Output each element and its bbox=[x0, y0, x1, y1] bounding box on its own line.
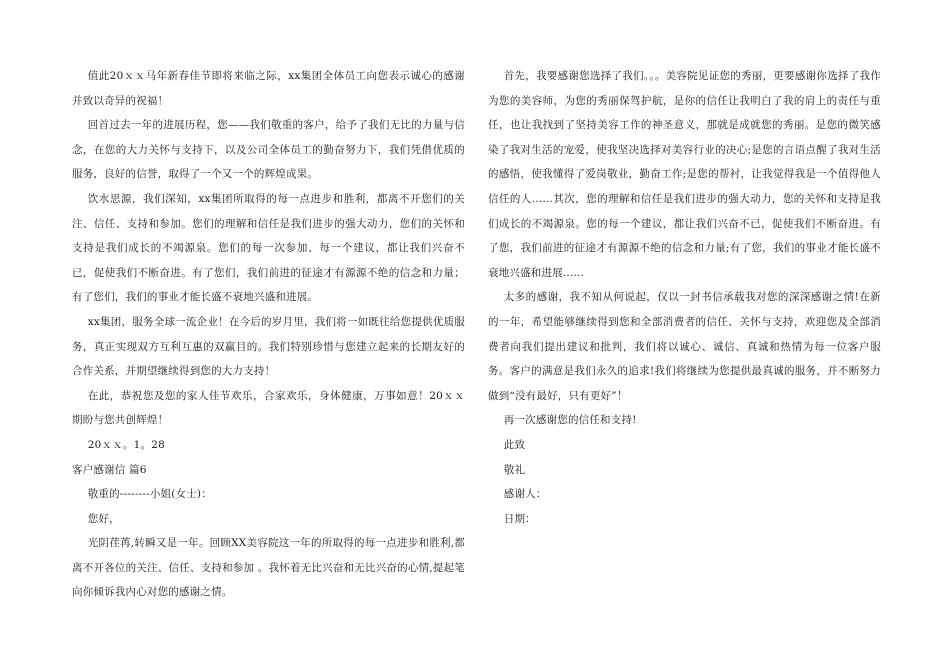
letter-greeting: 您好， bbox=[87, 512, 120, 525]
paragraph-gratitude: 饮水思源，我们深知，xx集团所取得的每一点进步和胜利，都离不开您们的关注、信任、支持和参加。您们的理解和信任是我们进步的强大动力，您们的关怀和支持是我们成长的不竭源泉。您们的每一次参加、每一个建议，都让我们兴奋不已，促使我们不断奋进。有了您们，我们前进的征途才有源源不绝的信念和力量；有了您们，我们的事业才能长盛不衰地兴盛和进展。 bbox=[72, 192, 465, 304]
paragraph-service: xx集团，服务全球一流企业！在今后的岁月里，我们将一如既往给您提供优质服务，真正实现双方互利互惠的双赢目的。我们特别珍惜与您建立起来的长期友好的合作关系，并期望继续得到您的大力支持！ bbox=[72, 315, 465, 378]
paragraph-review: 回首过去一年的进展历程，您——我们敬重的客户，给予了我们无比的力量与信念，在您的大力关怀与支持下，以及公司全体员工的勤奋努力下，我们凭借优质的服务，良好的信誉，取得了一个又一个的辉煌成果。 bbox=[72, 119, 465, 181]
right-column bbox=[488, 64, 881, 531]
paragraph-thanks-again: 再一次感谢您的信任和支持! bbox=[503, 414, 637, 427]
paragraph-intro: 光阴荏苒,转瞬又是一年。回顾XX美容院这一年的所取得的每一点进步和胜利,都离不开各位的关注、信任、支持和参加 。我怀着无比兴奋和无比兴奋的心情,提起笔向你倾诉我内心对您的感谢之情。 bbox=[72, 537, 465, 599]
section-heading: 客户感谢信 篇6 bbox=[72, 463, 147, 476]
paragraph-thanks-first: 首先，我要感谢您选择了我们。。。美容院见证您的秀丽，更要感谢你选择了我作为您的美容师，为您的秀丽保驾护航，是你的信任让我明白了我的肩上的责任与重任，也让我找到了坚持美容工作的神圣意义，那就是成就您的秀丽。是您的微笑感染了我对生活的宠爱，使我坚决选择对美容行业的决心;是您的言语点醒了我对生活的感悟，使我懂得了爱岗敬业，勤奋工作;是您的帮衬，让我觉得我是一个值得他人信任的人……其次，您的理解和信任是我们进步的强大动力，您的关怀和支持是我们成长的不竭源泉。您的每一个建议，都让我们兴奋不已，促使我们不断奋进。有了您，我们前进的征途才有源源不绝的信念和力量;有了您，我们的事业才能长盛不衰地兴盛和进展...... bbox=[488, 70, 881, 279]
paragraph-greeting-festival: 值此20ｘｘ马年新春佳节即将来临之际，xx集团全体员工向您表示诚心的感谢并致以奇异的祝福！ bbox=[72, 70, 465, 107]
left-column bbox=[72, 64, 465, 605]
paragraph-wishes: 在此，恭祝您及您的家人佳节欢乐，合家欢乐，身体健康，万事如意！20ｘｘ期盼与您共创辉煌！ bbox=[72, 389, 465, 427]
signature-thanker: 感谢人： bbox=[503, 488, 547, 501]
letter-date: 20ｘｘ。1。28 bbox=[87, 438, 165, 451]
paragraph-thanks-more: 太多的感谢，我不知从何说起，仅以一封书信承载我对您的深深感谢之情!在新的一年，希望能够继续得到您和全部消费者的信任、关怀与支持，欢迎您及全部消费者向我们提出建议和批判，我们将以诚心、诚信、真诚和热情为每一位客户服务。客户的满意是我们永久的追求!我们将继续为您提供最真诚的服务，并不断努力做到“没有最好，只有更好”！ bbox=[488, 291, 881, 402]
letter-salutation: 敬重的--------小姐(女士)： bbox=[87, 488, 212, 501]
closing-jingli: 敬礼 bbox=[503, 463, 526, 476]
closing-cizhi: 此致 bbox=[503, 438, 526, 451]
signature-date: 日期： bbox=[503, 512, 536, 525]
